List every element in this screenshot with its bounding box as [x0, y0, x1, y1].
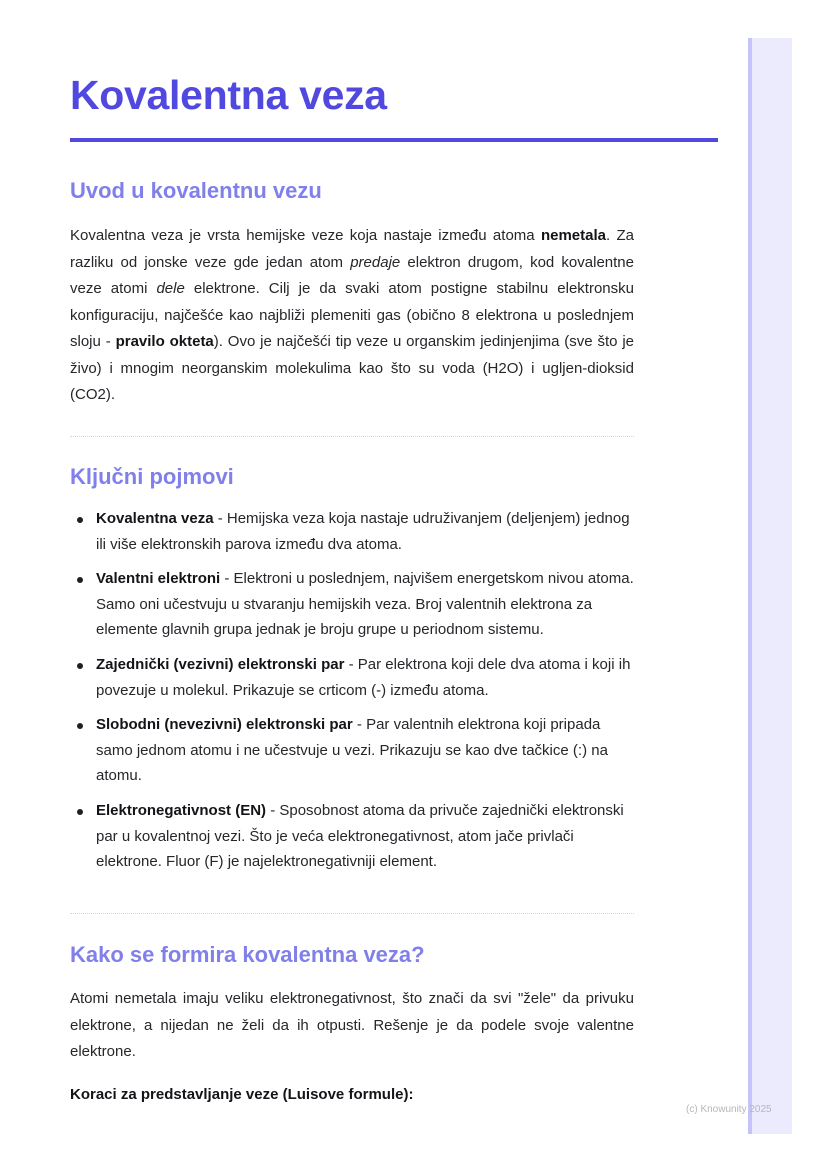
- bold-term-pravilo-okteta: pravilo okteta: [115, 333, 214, 350]
- list-item: Slobodni (nevezivni) elektronski par - Par valentnih elektrona koji pripada samo jednom atomu i ne učestvuje u vezi. Prikazuju se kao dve tačkice (:) na atomu.: [70, 712, 634, 789]
- list-item: Valentni elektroni - Elektroni u poslednjem, najvišem energetskom nivou atoma. Samo oni učestvuju u stvaranju hemijskih veza. Broj valentnih elektrona za elemente glavnih grupa jednak je broju grupe u periodnom sistemu.: [70, 566, 634, 643]
- copyright-footer: (c) Knowunity 2025: [686, 1104, 772, 1115]
- section-heading-formation: Kako se formira kovalentna veza?: [70, 942, 425, 967]
- section-divider: [70, 436, 634, 437]
- section-divider: [70, 913, 634, 914]
- italic-term-predaje: predaje: [350, 253, 401, 271]
- list-item: Kovalentna veza - Hemijska veza koja nastaje udruživanjem (deljenjem) jednog ili više elektronskih parova između dva atoma.: [70, 506, 634, 557]
- italic-term-dele: dele: [156, 280, 185, 297]
- section-heading-intro: Uvod u kovalentnu vezu: [70, 178, 322, 203]
- intro-paragraph: Kovalentna veza je vrsta hemijske veze koja nastaje između atoma nemetala. Za razliku od jonske veze gde jedan atom predaje elektron drugom, kod kovalentne veze atomi dele elektrone. Cilj je da svaki atom postigne stabilnu elektronsku konfiguraciju, najčešće kao najbliži plemeniti gas (obično 8 elektrona u poslednjem sloju - pravilo okteta). Ovo je najčešći tip veze u organskim jedinjenjima (sve što je živo) i mnogim neorganskim molekulima kao što su voda (H2O) i ugljen-dioksid (CO2).: [70, 227, 634, 403]
- bold-term-nemetala: nemetala: [540, 227, 606, 244]
- formation-paragraph: Atomi nemetala imaju veliku elektronegativnost, što znači da svi "žele" da privuku elektrone, a nijedan ne želi da ih otpusti. Rešenje je da podele svoje valentne elektrone.: [70, 990, 634, 1060]
- title-underline: [70, 138, 718, 142]
- key-terms-list: [70, 506, 634, 884]
- page-title: Kovalentna veza: [70, 72, 387, 118]
- list-item: Elektronegativnost (EN) - Sposobnost atoma da privuče zajednički elektronski par u kovalentnoj vezi. Što je veća elektronegativnost, atom jače privlači elektrone. Fluor (F) je najelektronegativniji element.: [70, 798, 634, 875]
- page-side-band: [748, 38, 792, 1134]
- steps-subheading: Koraci za predstavljanje veze (Luisove formule):: [70, 1086, 414, 1103]
- list-item: Zajednički (vezivni) elektronski par - Par elektrona koji dele dva atoma i koji ih povezuje u molekul. Prikazuje se crticom (-) između atoma.: [70, 652, 634, 703]
- section-heading-terms: Ključni pojmovi: [70, 464, 234, 489]
